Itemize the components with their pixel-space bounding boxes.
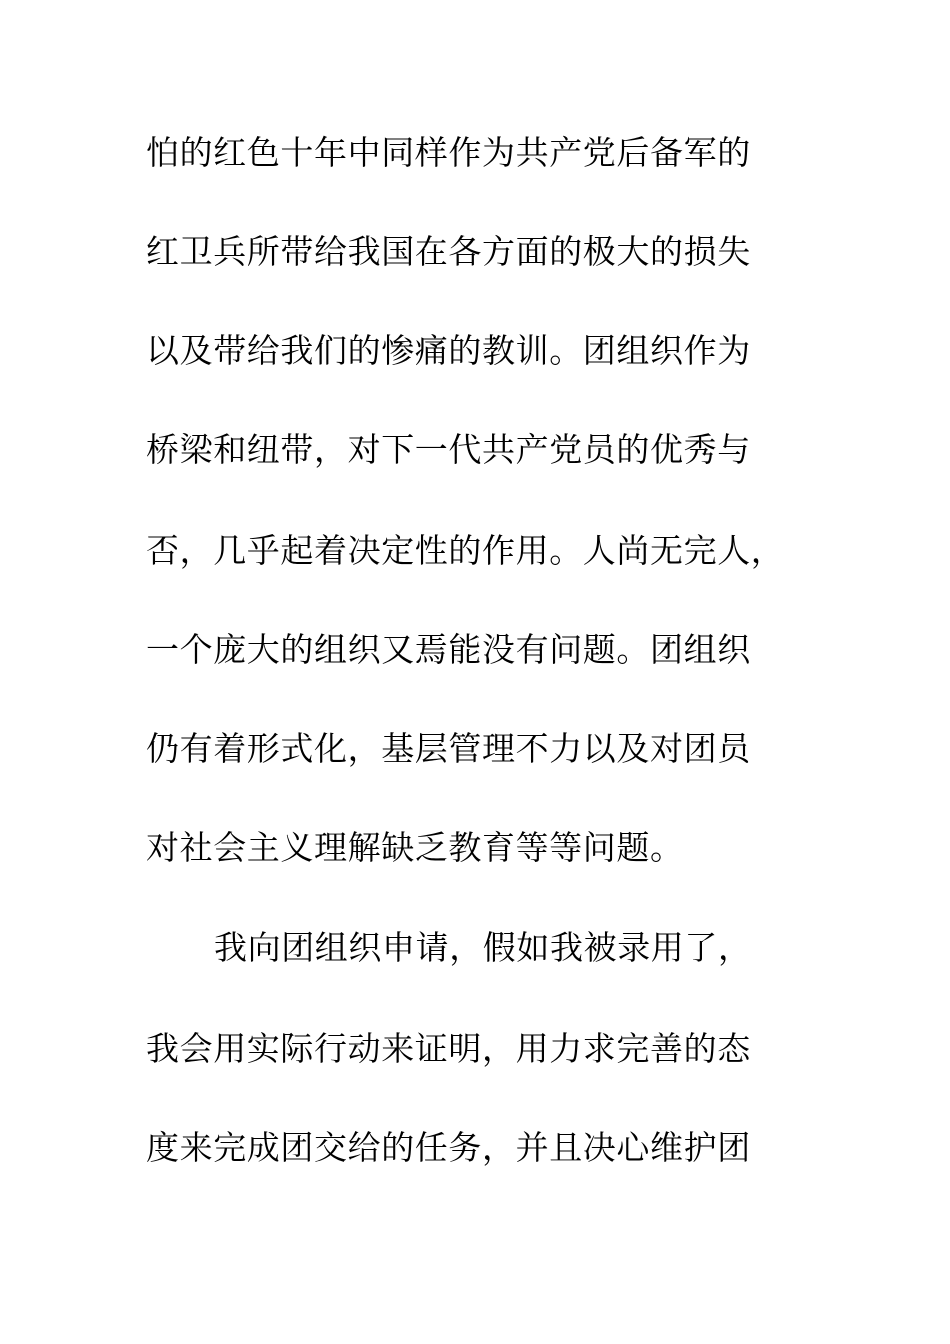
- text-line-10: 我会用实际行动来证明，用力求完善的态: [146, 1029, 751, 1068]
- text-line-8: 对社会主义理解缺乏教育等等问题。: [146, 828, 684, 867]
- text-line-3: 以及带给我们的惨痛的教训。团组织作为: [146, 331, 751, 370]
- text-line-6: 一个庞大的组织又焉能没有问题。团组织: [146, 630, 751, 669]
- paragraph-start-line: 我向团组织申请，假如我被录用了，: [214, 928, 752, 967]
- text-line-1: 怕的红色十年中同样作为共产党后备军的: [146, 133, 751, 172]
- text-line-2: 红卫兵所带给我国在各方面的极大的损失: [146, 232, 751, 271]
- text-line-4: 桥梁和纽带，对下一代共产党员的优秀与: [146, 430, 751, 469]
- text-line-11: 度来完成团交给的任务，并且决心维护团: [146, 1128, 751, 1167]
- text-line-5: 否，几乎起着决定性的作用。人尚无完人，: [146, 531, 785, 570]
- text-line-7: 仍有着形式化，基层管理不力以及对团员: [146, 729, 751, 768]
